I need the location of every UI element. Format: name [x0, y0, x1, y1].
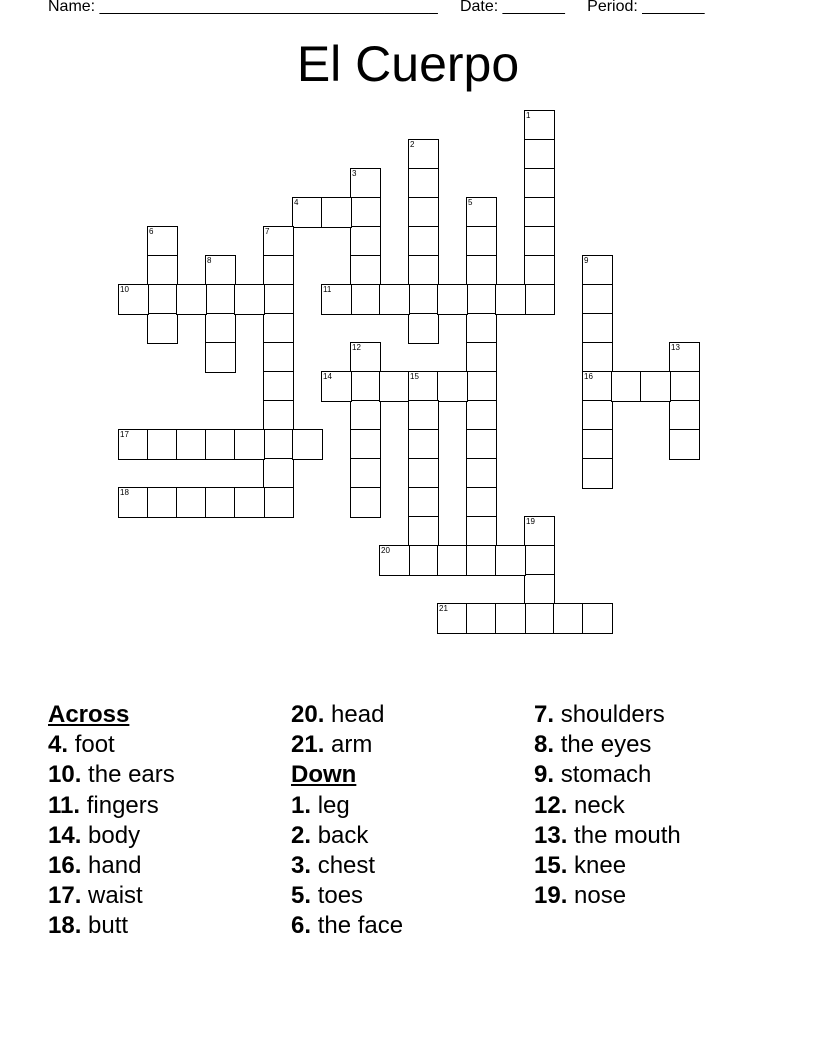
- crossword-cell[interactable]: [263, 342, 294, 373]
- clue-number: 5.: [291, 882, 312, 910]
- crossword-cell[interactable]: [466, 313, 497, 344]
- crossword-cell[interactable]: [263, 487, 294, 518]
- crossword-cell[interactable]: [640, 371, 671, 402]
- crossword-cell[interactable]: [205, 487, 236, 518]
- crossword-cell[interactable]: [466, 371, 497, 402]
- crossword-cell[interactable]: [582, 458, 613, 489]
- cell-number: 10: [120, 285, 129, 294]
- crossword-cell[interactable]: [466, 516, 497, 547]
- crossword-cell[interactable]: [437, 603, 468, 634]
- crossword-cell[interactable]: [437, 284, 468, 315]
- crossword-cell[interactable]: [350, 284, 381, 315]
- name-date-period-line: Name: ______________________________________ Date: _______ Period: _______: [48, 0, 705, 15]
- cell-number: 5: [468, 198, 473, 207]
- crossword-cell[interactable]: [408, 197, 439, 228]
- crossword-cell[interactable]: [582, 400, 613, 431]
- crossword-cell[interactable]: [205, 313, 236, 344]
- clue-number: 6.: [291, 912, 312, 940]
- cell-number: 17: [120, 430, 129, 439]
- crossword-cell[interactable]: [263, 226, 294, 257]
- across-clue: [291, 730, 403, 760]
- crossword-cell[interactable]: [350, 429, 381, 460]
- clue-text: shoulders: [560, 701, 665, 728]
- crossword-cell[interactable]: [669, 371, 700, 402]
- clue-text: foot: [74, 731, 115, 759]
- clue-number: 9.: [534, 761, 555, 789]
- crossword-cell[interactable]: [234, 487, 265, 518]
- down-clue: [534, 730, 681, 760]
- crossword-cell[interactable]: [147, 487, 178, 518]
- clue-number: 15.: [534, 852, 568, 880]
- down-clue: [291, 881, 403, 911]
- clue-number: 19.: [534, 882, 568, 910]
- cell-number: 11: [323, 285, 332, 294]
- crossword-cell[interactable]: [524, 284, 555, 315]
- crossword-cell[interactable]: [524, 516, 555, 547]
- crossword-cell[interactable]: [408, 168, 439, 199]
- crossword-cell[interactable]: [524, 603, 555, 634]
- clue-text: neck: [574, 791, 625, 819]
- crossword-cell[interactable]: [611, 371, 642, 402]
- crossword-cell[interactable]: [524, 110, 555, 141]
- down-clue: [291, 911, 403, 941]
- crossword-cell[interactable]: [379, 371, 410, 402]
- crossword-cell[interactable]: [437, 371, 468, 402]
- crossword-cell[interactable]: [408, 313, 439, 344]
- crossword-cell[interactable]: [205, 284, 236, 315]
- crossword-cell[interactable]: [466, 197, 497, 228]
- crossword-cell[interactable]: [466, 429, 497, 460]
- crossword-cell[interactable]: [234, 284, 265, 315]
- clue-column-2: [291, 700, 403, 942]
- crossword-cell[interactable]: [263, 400, 294, 431]
- clue-text: head: [331, 701, 385, 728]
- crossword-cell[interactable]: [147, 226, 178, 257]
- clue-number: 8.: [534, 731, 555, 759]
- clue-number: 1.: [291, 791, 312, 819]
- crossword-cell[interactable]: [524, 139, 555, 170]
- clue-text: nose: [574, 882, 627, 910]
- cell-number: 6: [149, 227, 154, 236]
- clue-number: 13.: [534, 821, 568, 849]
- crossword-cell[interactable]: [379, 284, 410, 315]
- crossword-cell[interactable]: [263, 284, 294, 315]
- crossword-cell[interactable]: [321, 197, 352, 228]
- crossword-cell[interactable]: [437, 545, 468, 576]
- crossword-cell[interactable]: [466, 284, 497, 315]
- crossword-cell[interactable]: [582, 255, 613, 286]
- crossword-cell[interactable]: [582, 371, 613, 402]
- crossword-cell[interactable]: [118, 429, 149, 460]
- crossword-cell[interactable]: [524, 574, 555, 605]
- down-clue: [534, 700, 681, 730]
- across-heading: Across: [48, 701, 130, 728]
- clue-text: hand: [88, 852, 142, 880]
- clue-number: 11.: [48, 791, 81, 819]
- crossword-cell[interactable]: [495, 603, 526, 634]
- clue-number: 20.: [291, 701, 325, 728]
- crossword-cell[interactable]: [147, 313, 178, 344]
- down-clue: [534, 791, 681, 821]
- crossword-cell[interactable]: [524, 168, 555, 199]
- cell-number: 9: [584, 256, 589, 265]
- down-clue: [291, 791, 403, 821]
- crossword-cell[interactable]: [176, 284, 207, 315]
- clue-text: leg: [317, 791, 350, 819]
- crossword-cell[interactable]: [408, 371, 439, 402]
- down-heading: Down: [291, 761, 357, 789]
- crossword-cell[interactable]: [350, 371, 381, 402]
- down-clue: [534, 881, 681, 911]
- cell-number: 2: [410, 140, 415, 149]
- crossword-cell[interactable]: [495, 545, 526, 576]
- across-clue: [291, 700, 403, 730]
- clue-number: 21.: [291, 731, 325, 759]
- crossword-cell[interactable]: [408, 487, 439, 518]
- crossword-cell[interactable]: [582, 342, 613, 373]
- crossword-cell[interactable]: [350, 197, 381, 228]
- crossword-cell[interactable]: [263, 458, 294, 489]
- crossword-cell[interactable]: [292, 429, 323, 460]
- clue-column-3: [534, 700, 681, 911]
- page-title: El Cuerpo: [296, 36, 520, 92]
- crossword-cell[interactable]: [205, 255, 236, 286]
- down-clue: [534, 760, 681, 790]
- crossword-cell[interactable]: [408, 429, 439, 460]
- cell-number: 21: [439, 604, 448, 613]
- clue-text: stomach: [560, 761, 652, 789]
- crossword-cell[interactable]: [466, 400, 497, 431]
- crossword-cell[interactable]: [669, 342, 700, 373]
- crossword-cell[interactable]: [466, 255, 497, 286]
- across-clue: [48, 760, 175, 790]
- across-clue: [48, 791, 175, 821]
- crossword-cell[interactable]: [118, 487, 149, 518]
- crossword-cell[interactable]: [466, 545, 497, 576]
- clue-number: 2.: [291, 821, 312, 849]
- crossword-cell[interactable]: [524, 545, 555, 576]
- cell-number: 18: [120, 488, 129, 497]
- clue-number: 3.: [291, 852, 312, 880]
- cell-number: 16: [584, 372, 593, 381]
- clue-text: the mouth: [574, 821, 681, 849]
- crossword-cell[interactable]: [176, 487, 207, 518]
- crossword-cell[interactable]: [466, 342, 497, 373]
- clue-text: body: [88, 821, 141, 849]
- clue-text: back: [317, 821, 369, 849]
- clue-text: fingers: [86, 791, 159, 819]
- across-clue: [48, 851, 175, 881]
- crossword-cell[interactable]: [408, 284, 439, 315]
- clue-number: 16.: [48, 852, 82, 880]
- cell-number: 3: [352, 169, 357, 178]
- crossword-cell[interactable]: [234, 429, 265, 460]
- crossword-cell[interactable]: [495, 284, 526, 315]
- crossword-cell[interactable]: [379, 545, 410, 576]
- crossword-cell[interactable]: [263, 313, 294, 344]
- crossword-cell[interactable]: [524, 197, 555, 228]
- crossword-cell[interactable]: [350, 226, 381, 257]
- cell-number: 8: [207, 256, 212, 265]
- cell-number: 13: [671, 343, 680, 352]
- clue-number: 12.: [534, 791, 568, 819]
- crossword-cell[interactable]: [321, 371, 352, 402]
- crossword-cell[interactable]: [350, 458, 381, 489]
- down-clue: [291, 851, 403, 881]
- clue-number: 7.: [534, 701, 555, 728]
- crossword-cell[interactable]: [466, 487, 497, 518]
- crossword-cell[interactable]: [582, 313, 613, 344]
- crossword-cell[interactable]: [176, 429, 207, 460]
- cell-number: 1: [526, 111, 531, 120]
- clue-text: waist: [88, 882, 143, 910]
- crossword-cell[interactable]: [263, 255, 294, 286]
- crossword-cell[interactable]: [350, 400, 381, 431]
- clue-number: 10.: [48, 761, 82, 789]
- clue-number: 14.: [48, 821, 82, 849]
- crossword-cell[interactable]: [147, 255, 178, 286]
- across-clue: [48, 881, 175, 911]
- clue-text: butt: [88, 912, 129, 940]
- crossword-cell[interactable]: [292, 197, 323, 228]
- crossword-cell[interactable]: [118, 284, 149, 315]
- clue-text: the ears: [88, 761, 175, 789]
- cell-number: 7: [265, 227, 270, 236]
- crossword-cell[interactable]: [466, 226, 497, 257]
- clue-number: 17.: [48, 882, 82, 910]
- crossword-cell[interactable]: [263, 429, 294, 460]
- across-clue: [48, 821, 175, 851]
- down-clue: [291, 821, 403, 851]
- crossword-cell[interactable]: [350, 342, 381, 373]
- cell-number: 14: [323, 372, 332, 381]
- clue-text: arm: [331, 731, 373, 759]
- clue-text: the eyes: [560, 731, 652, 759]
- crossword-cell[interactable]: [408, 400, 439, 431]
- crossword-cell[interactable]: [408, 545, 439, 576]
- clue-text: chest: [317, 852, 376, 880]
- crossword-cell[interactable]: [669, 429, 700, 460]
- crossword-cell[interactable]: [350, 487, 381, 518]
- crossword-cell[interactable]: [408, 516, 439, 547]
- clue-text: the face: [317, 912, 404, 940]
- cell-number: 4: [294, 198, 299, 207]
- clue-number: 4.: [48, 731, 69, 759]
- cell-number: 19: [526, 517, 535, 526]
- crossword-cell[interactable]: [408, 458, 439, 489]
- crossword-cell[interactable]: [466, 458, 497, 489]
- cell-number: 12: [352, 343, 361, 352]
- crossword-cell[interactable]: [582, 429, 613, 460]
- crossword-cell[interactable]: [205, 429, 236, 460]
- clue-number: 18.: [48, 912, 82, 940]
- crossword-cell[interactable]: [408, 226, 439, 257]
- across-clue: [48, 911, 175, 941]
- crossword-cell[interactable]: [147, 429, 178, 460]
- crossword-cell[interactable]: [147, 284, 178, 315]
- crossword-cell[interactable]: [553, 603, 584, 634]
- down-clue: [534, 851, 681, 881]
- crossword-cell[interactable]: [466, 603, 497, 634]
- crossword-cell[interactable]: [321, 284, 352, 315]
- crossword-cell[interactable]: [582, 284, 613, 315]
- crossword-cell[interactable]: [524, 255, 555, 286]
- cell-number: 15: [410, 372, 419, 381]
- down-clue: [534, 821, 681, 851]
- crossword-cell[interactable]: [669, 400, 700, 431]
- crossword-cell[interactable]: [263, 371, 294, 402]
- clue-text: knee: [574, 852, 627, 880]
- crossword-cell[interactable]: [205, 342, 236, 373]
- clue-text: toes: [317, 882, 364, 910]
- crossword-cell[interactable]: [350, 168, 381, 199]
- crossword-cell[interactable]: [524, 226, 555, 257]
- crossword-cell[interactable]: [408, 255, 439, 286]
- cell-number: 20: [381, 546, 390, 555]
- crossword-cell[interactable]: [582, 603, 613, 634]
- crossword-cell[interactable]: [408, 139, 439, 170]
- across-clue: [48, 730, 175, 760]
- clue-column-1: [48, 700, 175, 942]
- crossword-cell[interactable]: [350, 255, 381, 286]
